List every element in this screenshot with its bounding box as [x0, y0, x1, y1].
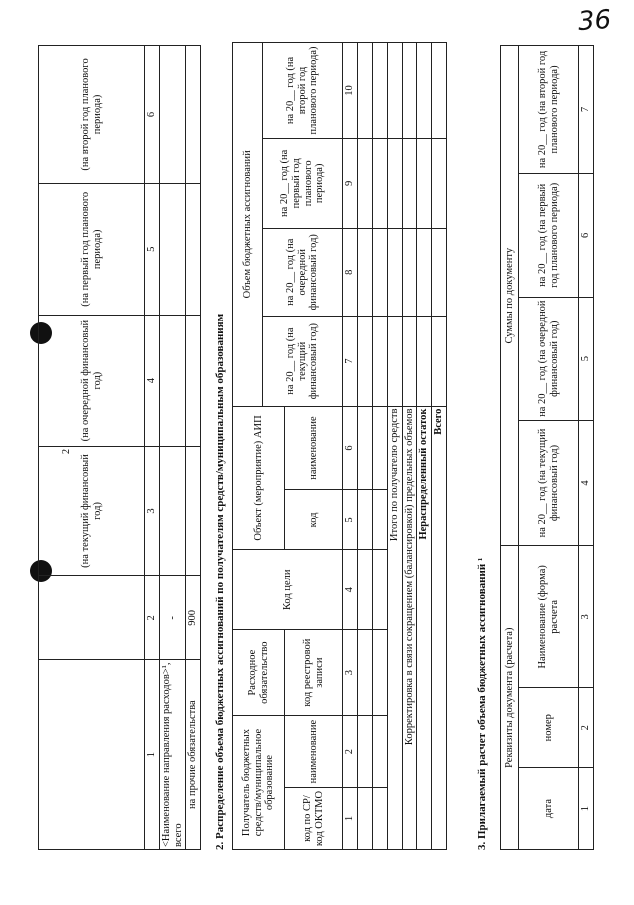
- row-other-code: 900: [186, 576, 201, 660]
- header-budget-volume: Объем бюджетных ассигнований: [233, 43, 263, 407]
- header-target-code: Код цели: [233, 550, 343, 630]
- row-correction: Корректировка в связи сокращением (балансировкой) предельных объемов: [402, 406, 417, 849]
- col-num: 4: [343, 550, 358, 630]
- header-object-code: код: [285, 490, 343, 550]
- row-direction-code: -: [159, 576, 186, 660]
- header-registry-code: код реестровой записи: [285, 630, 343, 716]
- header-aip-object: Объект (мероприятие) АИП: [233, 406, 285, 550]
- col-num: 1: [145, 660, 160, 850]
- col-num: 5: [343, 490, 358, 550]
- row-total-recipient: Итого по получателю средств: [387, 406, 402, 849]
- page-number: 2: [61, 449, 72, 454]
- table-distribution: [232, 42, 447, 850]
- section-2-title: 2. Распределение объема бюджетных ассигнований по получателям средств/муниципальным образованиям: [214, 313, 226, 850]
- col-num: 2: [145, 576, 160, 660]
- header-current-year: (на текущий финансовый год): [39, 446, 145, 576]
- header-y3: на 20__ год (на первый год планового периода): [519, 173, 579, 297]
- header-y1: на 20__ год (на текущий финансовый год): [263, 316, 343, 406]
- col-num: 5: [579, 297, 594, 420]
- header-y1: на 20__ год (на текущий финансовый год): [519, 420, 579, 546]
- row-undistributed: Нераспределенный остаток: [417, 406, 432, 849]
- table-budget-summary: [38, 45, 201, 850]
- header-doc-name: Наименование (форма) расчета: [519, 546, 579, 688]
- header-number: номер: [519, 688, 579, 768]
- header-obligation: Расходное обязательство: [233, 630, 285, 716]
- col-num: 8: [343, 228, 358, 316]
- col-num: 10: [343, 43, 358, 139]
- col-num: 4: [579, 420, 594, 546]
- header-next-year: (на очередной финансовый год): [39, 315, 145, 446]
- col-num: 2: [579, 688, 594, 768]
- row-grand-total: Всего: [432, 406, 447, 849]
- col-num: 9: [343, 138, 358, 228]
- header-plan-year-1: (на первый год планового периода): [39, 183, 145, 315]
- header-date: дата: [519, 768, 579, 850]
- header-object-name: наименование: [285, 406, 343, 490]
- col-num: 7: [579, 46, 594, 174]
- col-num: 6: [343, 406, 358, 490]
- handwritten-page-number: 36: [576, 4, 613, 38]
- col-num: 7: [343, 316, 358, 406]
- row-direction-name: <Наименование направления расходов>¹, всего: [159, 660, 186, 850]
- table-calculation: [500, 45, 594, 850]
- header-plan-year-2: (на второй год планового периода): [39, 46, 145, 184]
- header-y3: на 20__ год (на первый год планового периода): [263, 138, 343, 228]
- header-y4: на 20__ год (на второй год планового периода): [263, 43, 343, 139]
- col-num: 3: [145, 446, 160, 576]
- header-y4: на 20__ год (на второй год планового периода): [519, 46, 579, 174]
- col-num: 1: [343, 788, 358, 850]
- col-num: 6: [579, 173, 594, 297]
- col-num: 6: [145, 46, 160, 184]
- header-recipient-name: наименование: [285, 716, 343, 788]
- section-3-title: 3. Прилагаемый расчет объема бюджетных ассигнований ¹: [476, 557, 488, 850]
- col-num: 1: [579, 768, 594, 850]
- header-requisites: Реквизиты документа (расчета): [501, 546, 519, 850]
- header-y2: на 20__ год (на очередной финансовый год): [263, 228, 343, 316]
- col-num: 3: [343, 630, 358, 716]
- col-num: 5: [145, 183, 160, 315]
- col-num: 3: [579, 546, 594, 688]
- header-y2: на 20__ год (на очередной финансовый год): [519, 297, 579, 420]
- col-num: 4: [145, 315, 160, 446]
- row-other-name: на прочие обязательства: [186, 660, 201, 850]
- header-sums: Суммы по документу: [501, 46, 519, 546]
- header-code-sr: код по СР/код ОКТМО: [285, 788, 343, 850]
- header-recipient: Получатель бюджетных средств/муниципальное образование: [233, 716, 285, 850]
- col-num: 2: [343, 716, 358, 788]
